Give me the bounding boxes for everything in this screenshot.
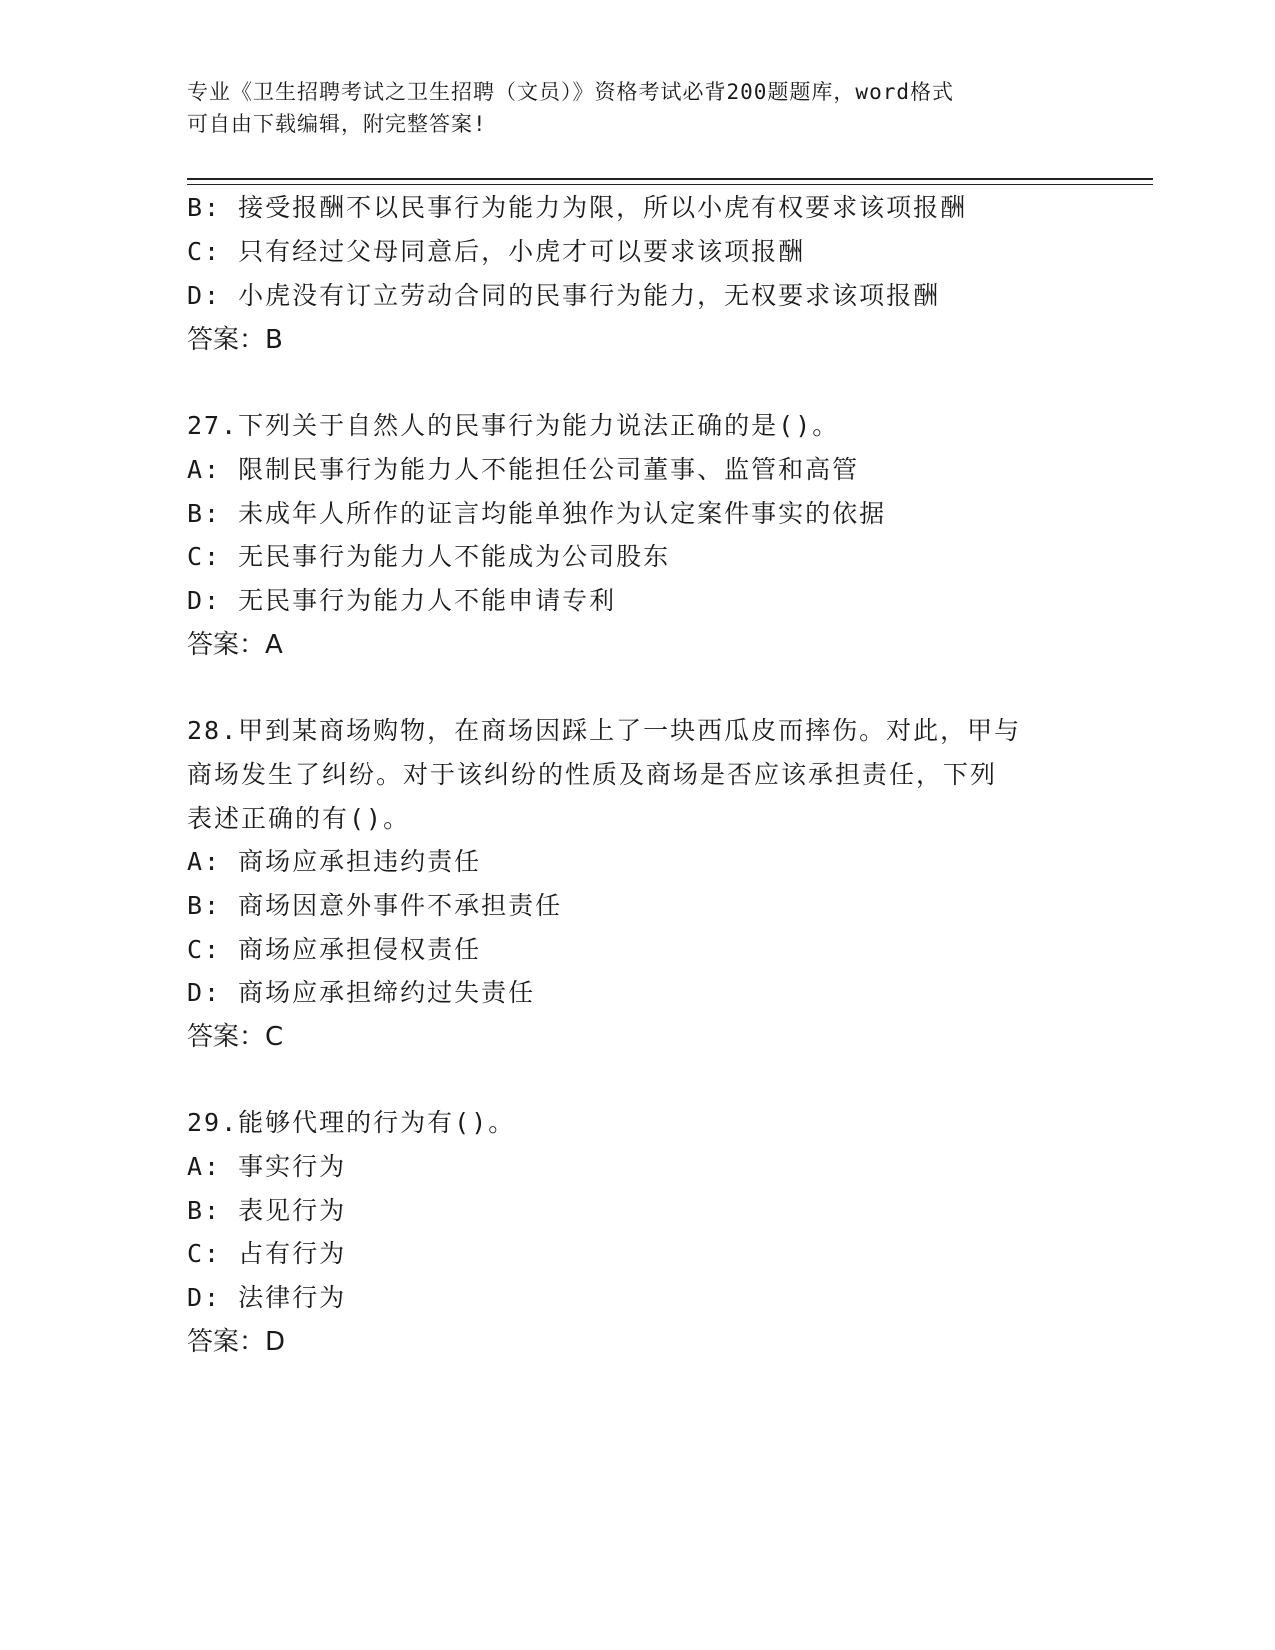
q29-answer: 答案：D <box>187 1327 286 1357</box>
q26-option-d: D: 小虎没有订立劳动合同的民事行为能力，无权要求该项报酬 <box>187 281 941 310</box>
q26-option-c: C: 只有经过父母同意后，小虎才可以要求该项报酬 <box>187 237 806 266</box>
q29-option-b: B: 表见行为 <box>187 1196 347 1225</box>
q28-option-b: B: 商场因意外事件不承担责任 <box>187 891 563 920</box>
header-divider-thick <box>187 178 1153 180</box>
q29-option-d: D: 法律行为 <box>187 1283 347 1312</box>
q27-answer: 答案：A <box>187 630 283 660</box>
q29-stem: 29.能够代理的行为有()。 <box>187 1108 516 1137</box>
q27-option-a: A: 限制民事行为能力人不能担任公司董事、监管和高管 <box>187 455 860 484</box>
q29-option-c: C: 占有行为 <box>187 1239 347 1268</box>
header-divider-thin <box>187 184 1153 185</box>
q27-stem: 27.下列关于自然人的民事行为能力说法正确的是()。 <box>187 411 840 440</box>
q28-stem-line-2: 商场发生了纠纷。对于该纠纷的性质及商场是否应该承担责任，下列 <box>187 760 998 789</box>
q28-stem-line-3: 表述正确的有()。 <box>187 804 411 833</box>
document-header <box>187 76 1087 140</box>
q28-answer: 答案：C <box>187 1022 284 1052</box>
q27-option-d: D: 无民事行为能力人不能申请专利 <box>187 586 617 615</box>
q29-option-a: A: 事实行为 <box>187 1152 347 1181</box>
q26-option-b: B: 接受报酬不以民事行为能力为限，所以小虎有权要求该项报酬 <box>187 193 968 222</box>
q28-option-d: D: 商场应承担缔约过失责任 <box>187 978 536 1007</box>
q27-option-c: C: 无民事行为能力人不能成为公司股东 <box>187 542 671 571</box>
q26-answer: 答案：B <box>187 325 283 355</box>
q28-option-a: A: 商场应承担违约责任 <box>187 847 482 876</box>
header-line-2: 可自由下载编辑，附完整答案! <box>187 112 487 136</box>
q28-stem-line-1: 28.甲到某商场购物，在商场因踩上了一块西瓜皮而摔伤。对此，甲与 <box>187 716 1022 745</box>
header-line-1: 专业《卫生招聘考试之卫生招聘（文员）》资格考试必背200题题库，word格式 <box>187 80 954 104</box>
q28-option-c: C: 商场应承担侵权责任 <box>187 935 482 964</box>
q27-option-b: B: 未成年人所作的证言均能单独作为认定案件事实的依据 <box>187 499 887 528</box>
